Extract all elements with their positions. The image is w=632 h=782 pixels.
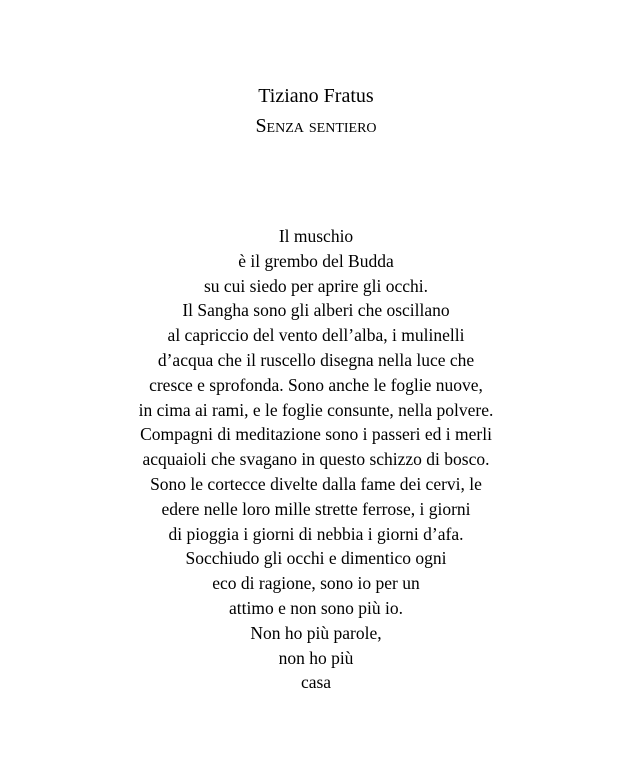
poem-line: al capriccio del vento dell’alba, i mulinelli — [167, 325, 465, 346]
poem-body — [0, 224, 632, 695]
poem-line: casa — [300, 672, 332, 693]
poem-line: Il muschio — [278, 226, 354, 246]
author-name: Tiziano Fratus — [258, 85, 374, 107]
poem-line: d’acqua che il ruscello disegna nella luce che — [157, 349, 475, 370]
poem-line: edere nelle loro mille strette ferrose, i giorni — [161, 498, 471, 519]
poem-line: è il grembo del Budda — [238, 250, 394, 271]
poem-line: Il Sangha sono gli alberi che oscillano — [182, 300, 450, 321]
poem-line: non ho più — [278, 647, 354, 668]
poem-line: Compagni di meditazione sono i passeri ed i merli — [140, 424, 492, 445]
poem-line: Sono le cortecce divelte dalla fame dei cervi, le — [150, 473, 482, 494]
poem-line: eco di ragione, sono io per un — [212, 573, 420, 594]
poem-line: di pioggia i giorni di nebbia i giorni d’afa. — [168, 523, 464, 544]
poem-title: Senza sentiero — [255, 115, 377, 137]
poem-line: su cui siedo per aprire gli occhi. — [203, 275, 429, 296]
poem-line: in cima ai rami, e le foglie consunte, nella polvere. — [138, 399, 494, 420]
poem-line: cresce e sprofonda. Sono anche le foglie nuove, — [149, 374, 483, 395]
poem-line: acquaioli che svagano in questo schizzo di bosco. — [142, 449, 490, 470]
poem-line: attimo e non sono più io. — [228, 597, 404, 618]
poem-line: Non ho più parole, — [250, 622, 382, 643]
poem-line: Socchiudo gli occhi e dimentico ogni — [185, 548, 447, 569]
